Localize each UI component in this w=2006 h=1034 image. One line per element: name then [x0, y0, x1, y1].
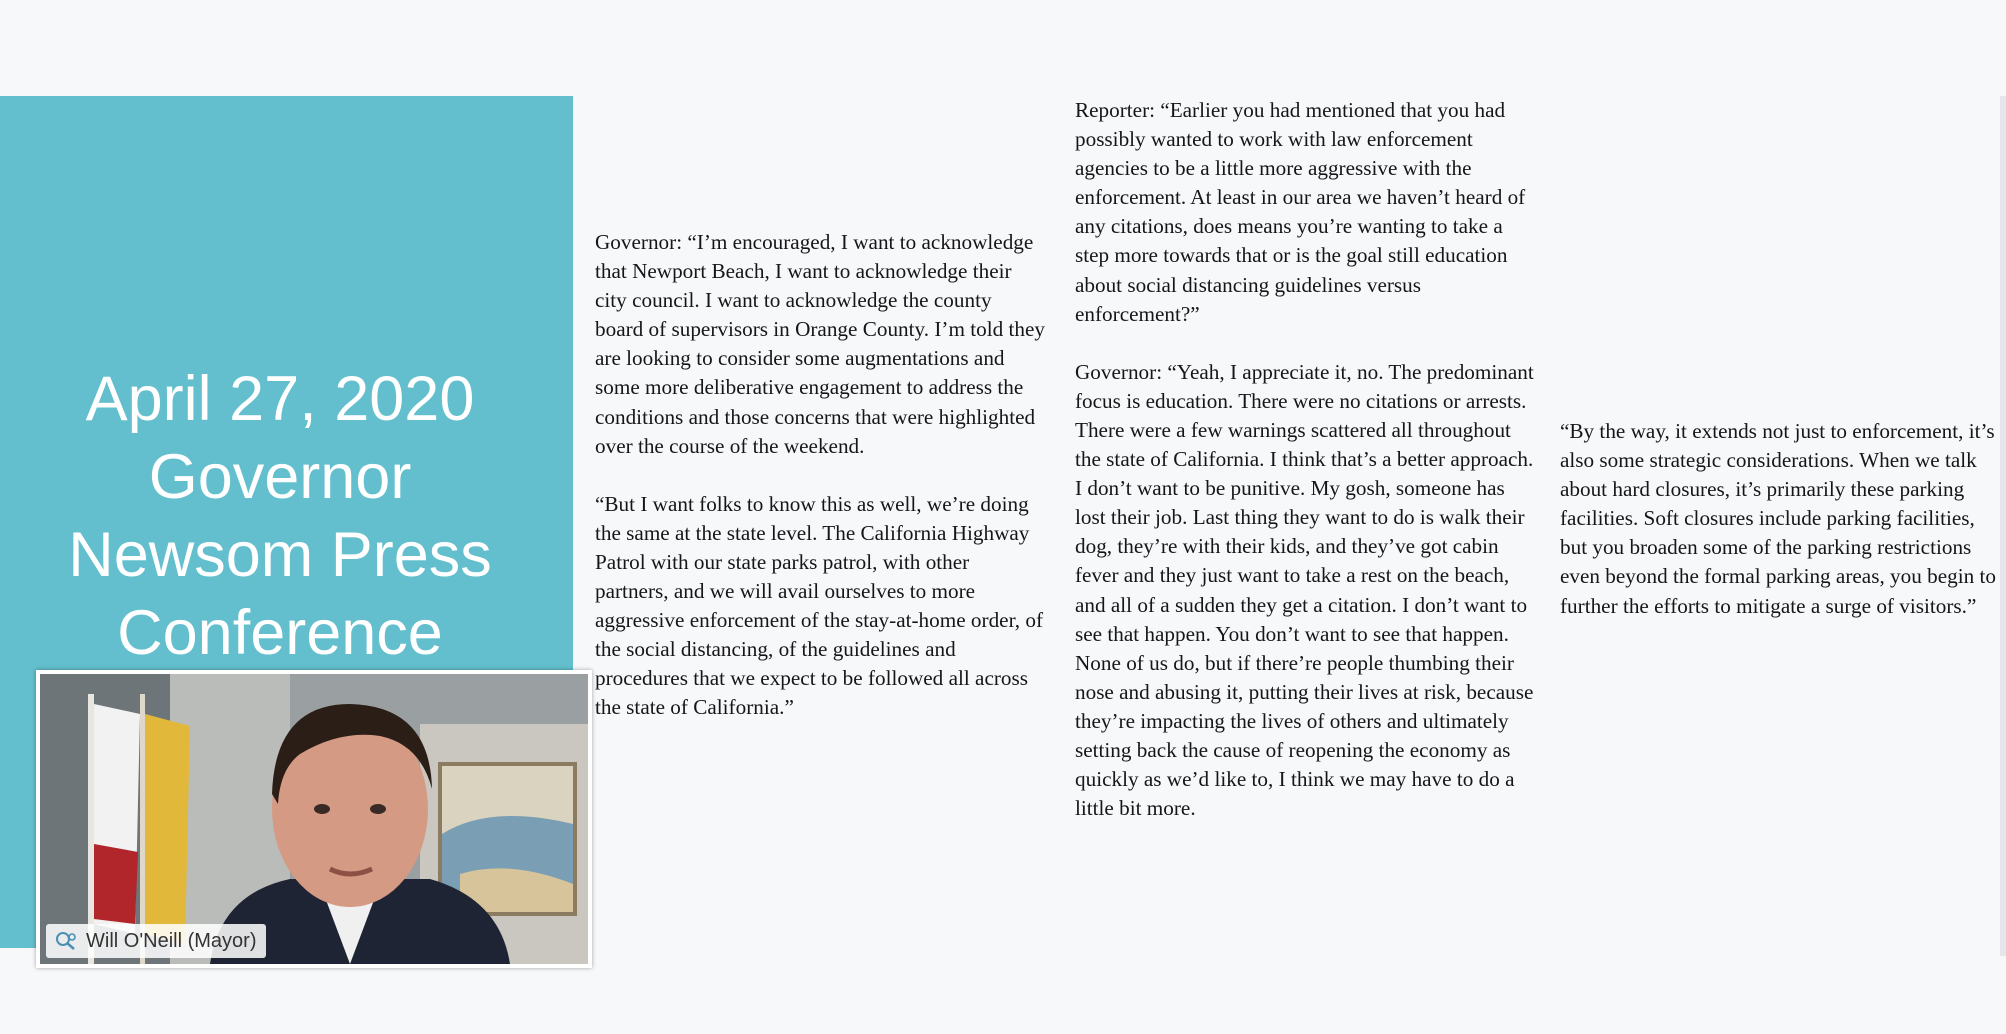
mic-icon	[54, 929, 78, 953]
slide-title: April 27, 2020 Governor Newsom Press Conference	[68, 364, 492, 668]
transcript-column-3	[1560, 417, 2005, 650]
participant-video-tile[interactable]	[36, 670, 592, 968]
paragraph: “By the way, it extends not just to enforcement, it’s also some strategic considerations. When we talk about hard closures, it’s primarily these parking facilities. Soft closures include parking facilities, but you broaden some of the parking restrictions even beyond the formal parking areas, you begin to further the efforts to mitigate a surge of visitors.”	[1560, 419, 1996, 618]
paragraph: Reporter: “Earlier you had mentioned that you had possibly wanted to work with law enforcement agencies to be a little more aggressive with the enforcement. At least in our area we haven’t heard of any citations, does means you’re wanting to take a step more towards that or is the goal still education about social distancing guidelines versus enforcement?”	[1075, 98, 1526, 326]
paragraph: Governor: “Yeah, I appreciate it, no. The predominant focus is education. There were no citations or arrests. There were a few warnings scattered all throughout the state of California. I think that’s a better approach. I don’t want to be punitive. My gosh, someone has lost their job. Last thing they want to do is walk their dog, they’re with their kids, and they’ve got cabin fever and they just want to take a rest on the beach, and all of a sudden they get a citation. I don’t want to see that happen. You don’t want to see that happen. None of us do, but if there’re people thumbing their nose and abusing it, putting their lives at risk, because they’re impacting the lives of others and ultimately setting back the cause of reopening the economy as quickly as we’d like to, I think we may have to do a little bit more.	[1075, 359, 1534, 821]
transcript-column-1	[595, 228, 1045, 752]
participant-name: Will O'Neill (Mayor)	[86, 929, 257, 952]
paragraph: Governor: “I’m encouraged, I want to acknowledge that Newport Beach, I want to acknowledge their city council. I want to acknowledge the county board of supervisors in Orange County. I’m told they are looking to consider some augmentations and some more deliberative engagement to address the conditions and those concerns that were highlighted over the course of the weekend.	[595, 230, 1045, 458]
participant-name-tag	[46, 924, 266, 958]
transcript-column-2	[1075, 96, 1540, 852]
participant-video	[40, 674, 588, 964]
paragraph: “But I want folks to know this as well, we’re doing the same at the state level. The California Highway Patrol with our state parks patrol, with other partners, and we will avail ourselves to more aggressive enforcement of the stay-at-home order, of the social distancing, of the guidelines and procedures that we expect to be followed all across the state of California.”	[595, 491, 1044, 720]
slide-edge	[2000, 96, 2006, 956]
